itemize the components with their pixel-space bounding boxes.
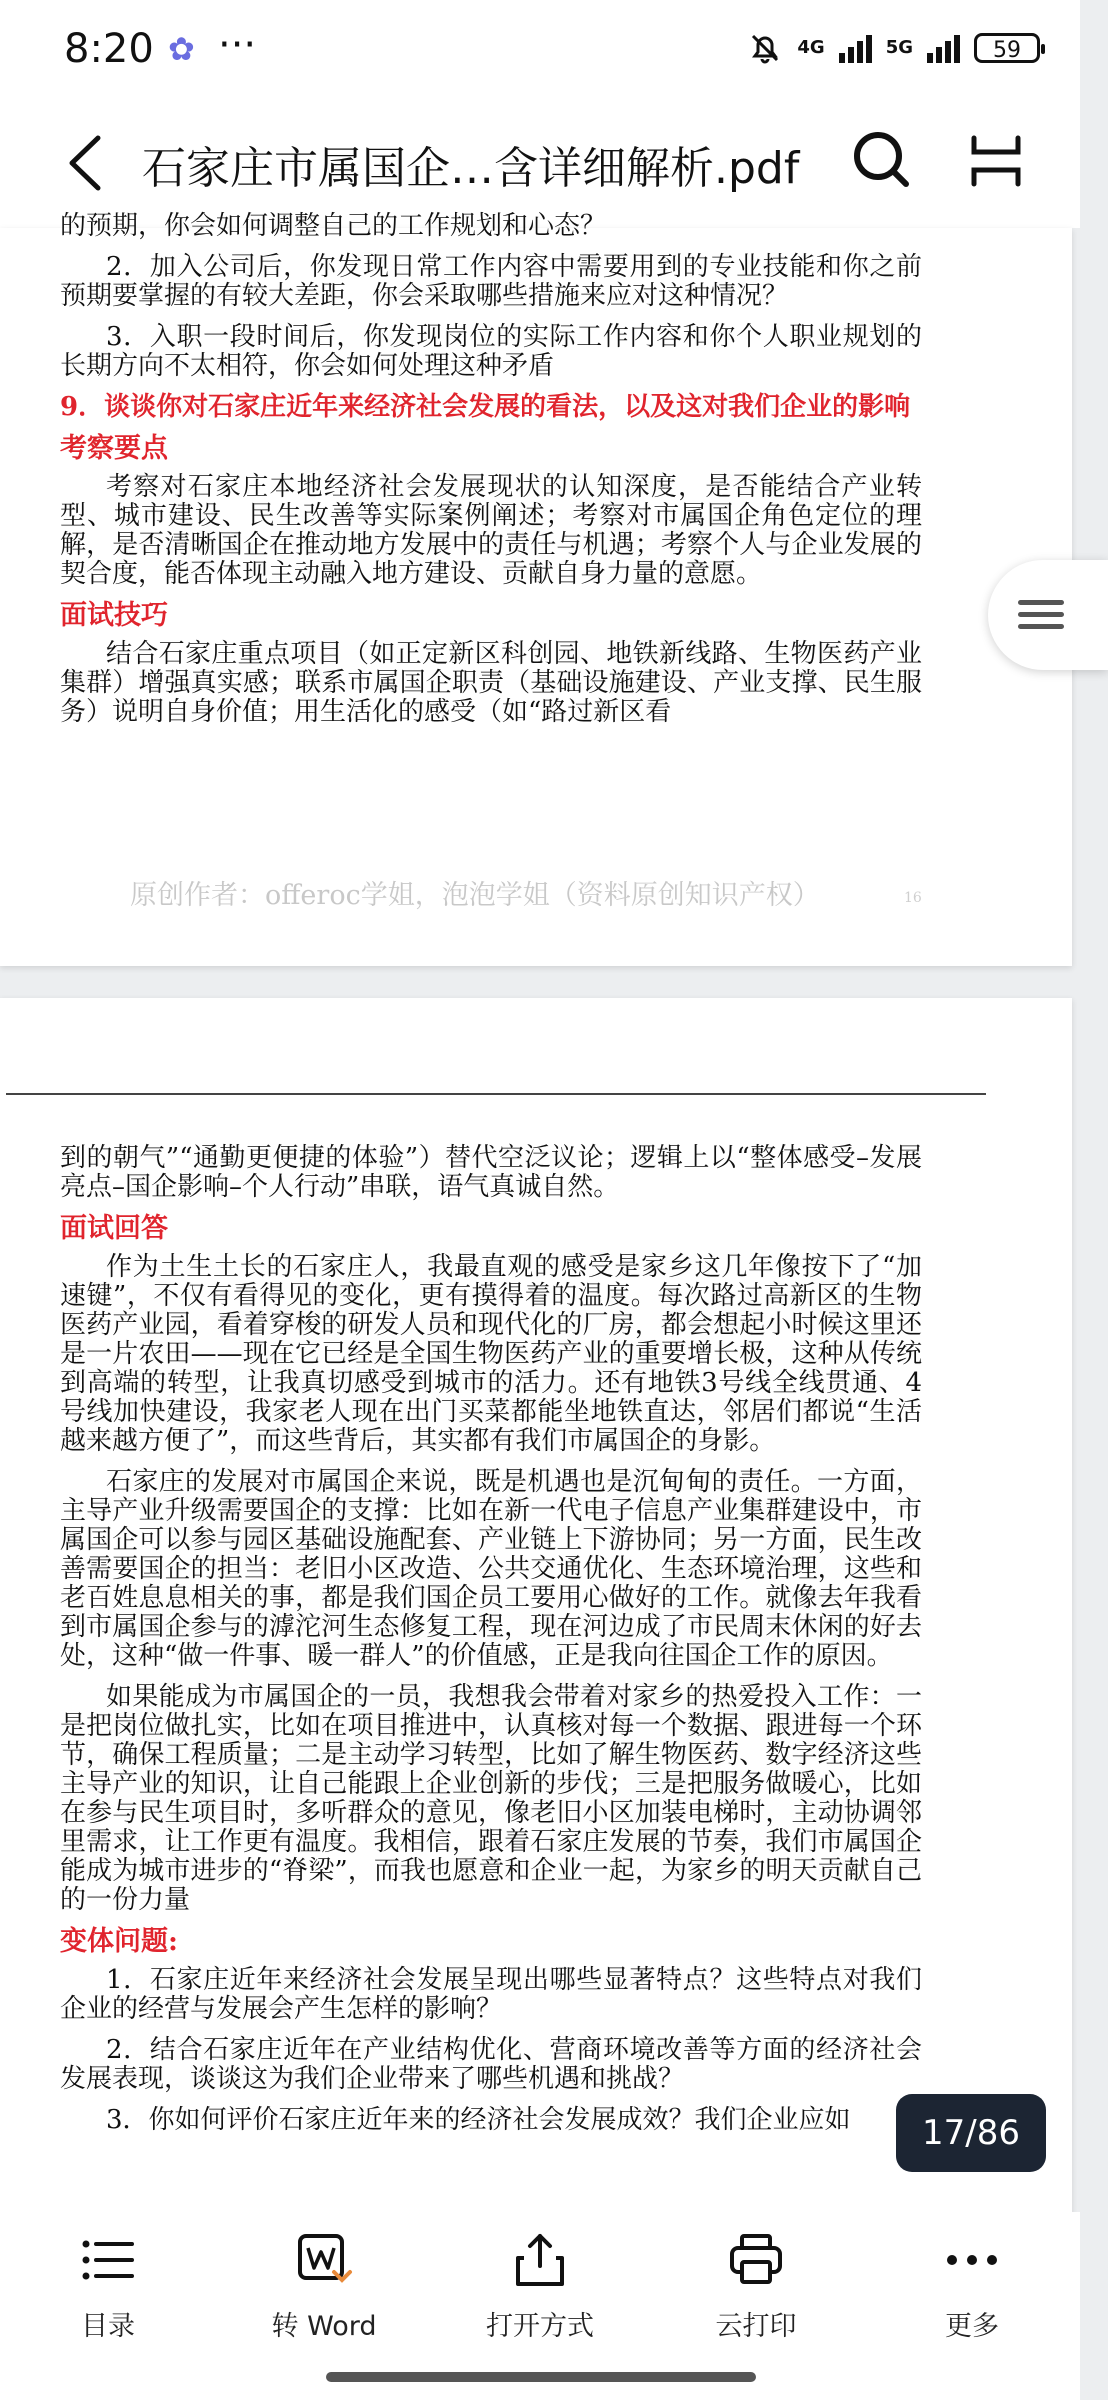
question-9-heading: 9．谈谈你对石家庄近年来经济社会发展的看法，以及这对我们企业的影响 [60,392,911,422]
network-4g-label: 4G [797,37,825,58]
answer-paragraph: 如果能成为市属国企的一员，我想我会带着对家乡的热爱投入工作：一是把岗位做扎实，比如在项目推进中，认真核对每一个数据、跟进每一个环节，确保工程质量；二是主动学习转型，比如了解生物医药、数字经济这些主导产业的知识，让自己能跟上企业创新的步伐；三是把服务做暖心，比如在参与民生项目时，多听群众的意见，像老旧小区加装电梯时，主动协调邻里需求，让工作更有温度。我相信，跟着石家庄发展的节奏，我们市属国企能成为城市进步的“脊梁”，而我也愿意和企业一起，为家乡的明天贡献自己的一份力量 [60,1682,922,1915]
printer-icon [726,2230,786,2290]
toc-label: 目录 [81,2311,135,2342]
pdf-page-16 [0,211,1072,966]
points-paragraph: 考察对石家庄本地经济社会发展现状的认知深度，是否能结合产业转型、城市建设、民生改善等实际案例阐述；考察对市属国企角色定位的理解，是否清晰国企在推动地方发展中的责任与机遇；考察个人与企业发展的契合度，能否体现主动融入地方建设、贡献自身力量的意愿。 [60,472,922,589]
menu-lines-icon-bar [1018,612,1064,617]
signal-5g-icon [927,33,960,63]
open-with-label: 打开方式 [486,2311,594,2342]
status-time: 8:20 [64,26,154,72]
more-button[interactable] [892,2230,1052,2343]
variant-question: 2．结合石家庄近年在产业结构优化、营商环境改善等方面的经济社会发展表现，谈谈这为我们企业带来了哪些机遇和挑战？ [60,2035,922,2094]
open-with-button[interactable] [460,2230,620,2343]
search-icon[interactable] [848,126,914,192]
tips-continued: 到的朝气”“通勤更便捷的体验”）替代空泛议论；逻辑上以“整体感受–发展亮点–国企影响–个人行动”串联，语气真诚自然。 [60,1143,922,1202]
network-5g-label: 5G [885,37,913,58]
app-bar [0,100,1080,228]
question-item: 3．入职一段时间后，你发现岗位的实际工作内容和你个人职业规划的长期方向不太相符，你会如何处理这种矛盾 [60,322,922,381]
convert-word-icon [294,2230,354,2290]
to-word-button[interactable] [244,2230,404,2343]
cloud-print-label: 云打印 [715,2311,797,2342]
page17-content [60,1144,922,2147]
battery-indicator: 59 [974,33,1040,63]
author-watermark: 原创作者：offeroc学姐，泡泡学姐（资料原创知识产权） [130,880,820,911]
signal-4g-icon [839,33,872,63]
page-number: 16 [904,890,922,906]
more-label: 更多 [945,2311,999,2342]
more-dots-icon [942,2230,1002,2290]
status-right-group [747,30,1040,66]
back-arrow-icon[interactable] [56,130,116,196]
header-rule [6,1093,986,1095]
to-word-label: 转 Word [271,2311,377,2342]
section-heading-variants: 变体问题: [60,1926,178,1957]
pdf-page-17 [0,998,1072,2218]
tips-paragraph: 结合石家庄重点项目（如正定新区科创园、地铁新线路、生物医药产业集群）增强真实感；联系市属国企职责（基础设施建设、产业支撑、民生服务）说明自身价值；用生活化的感受（如“路过新区看 [60,639,922,727]
answer-paragraph: 作为土生土长的石家庄人，我最直观的感受是家乡这几年像按下了“加速键”，不仅有看得见的变化，更有摸得着的温度。每次路过高新区的生物医药产业园，看着穿梭的研发人员和现代化的厂房，都会想起小时候这里还是一片农田——现在它已经是全国生物医药产业的重要增长极，这种从传统到高端的转型，让我真切感受到城市的活力。还有地铁3号线全线贯通、4号线加快建设，我家老人现在出门买菜都能坐地铁直达，邻居们都说“生活越来越方便了”，而这些背后，其实都有我们市属国企的身影。 [60,1252,922,1456]
app-notification-icon: ✿ [168,30,195,68]
page-indicator[interactable]: 17/86 [896,2094,1046,2172]
answer-paragraph: 石家庄的发展对市属国企来说，既是机遇也是沉甸甸的责任。一方面，主导产业升级需要国企的支撑：比如在新一代电子信息产业集群建设中，市属国企可以参与园区基础设施配套、产业链上下游协同；另一方面，民生改善需要国企的担当：老旧小区改造、公共交通优化、生态环境治理，这些和老百姓息息相关的事，都是我们国企员工要用心做好的工作。就像去年我看到市属国企参与的滹沱河生态修复工程，现在河边成了市民周末休闲的好去处，这种“做一件事、暖一群人”的价值感，正是我向往国企工作的原因。 [60,1467,922,1671]
mute-bell-icon [747,30,783,66]
section-heading-tips: 面试技巧 [60,600,168,631]
reading-mode-icon[interactable] [966,128,1026,194]
variant-question: 3．你如何评价石家庄近年来的经济社会发展成效？我们企业应如 [106,2105,851,2135]
menu-lines-icon [1018,600,1064,605]
share-icon [510,2230,570,2290]
list-icon [78,2230,138,2290]
toc-button[interactable] [28,2230,188,2343]
cloud-print-button[interactable] [676,2230,836,2343]
question-item: 2．加入公司后，你发现日常工作内容中需要用到的专业技能和你之前预期要掌握的有较大差距，你会采取哪些措施来应对这种情况？ [60,252,922,311]
section-heading-points: 考察要点 [60,433,168,464]
variant-question: 1．石家庄近年来经济社会发展呈现出哪些显著特点？这些特点对我们企业的经营与发展会产生怎样的影响？ [60,1965,922,2024]
menu-lines-icon-bar [1018,624,1064,629]
page16-content [60,212,922,739]
status-overflow-dots: ··· [218,22,257,68]
status-bar [0,0,1080,100]
home-indicator-bar[interactable] [326,2372,756,2382]
cutoff-line: 的预期，你会如何调整自己的工作规划和心态？ [60,211,607,241]
document-title: 石家庄市属国企…含详细解析.pdf [142,143,800,194]
section-heading-answer: 面试回答 [60,1213,168,1244]
outline-drawer-handle[interactable] [988,560,1108,670]
